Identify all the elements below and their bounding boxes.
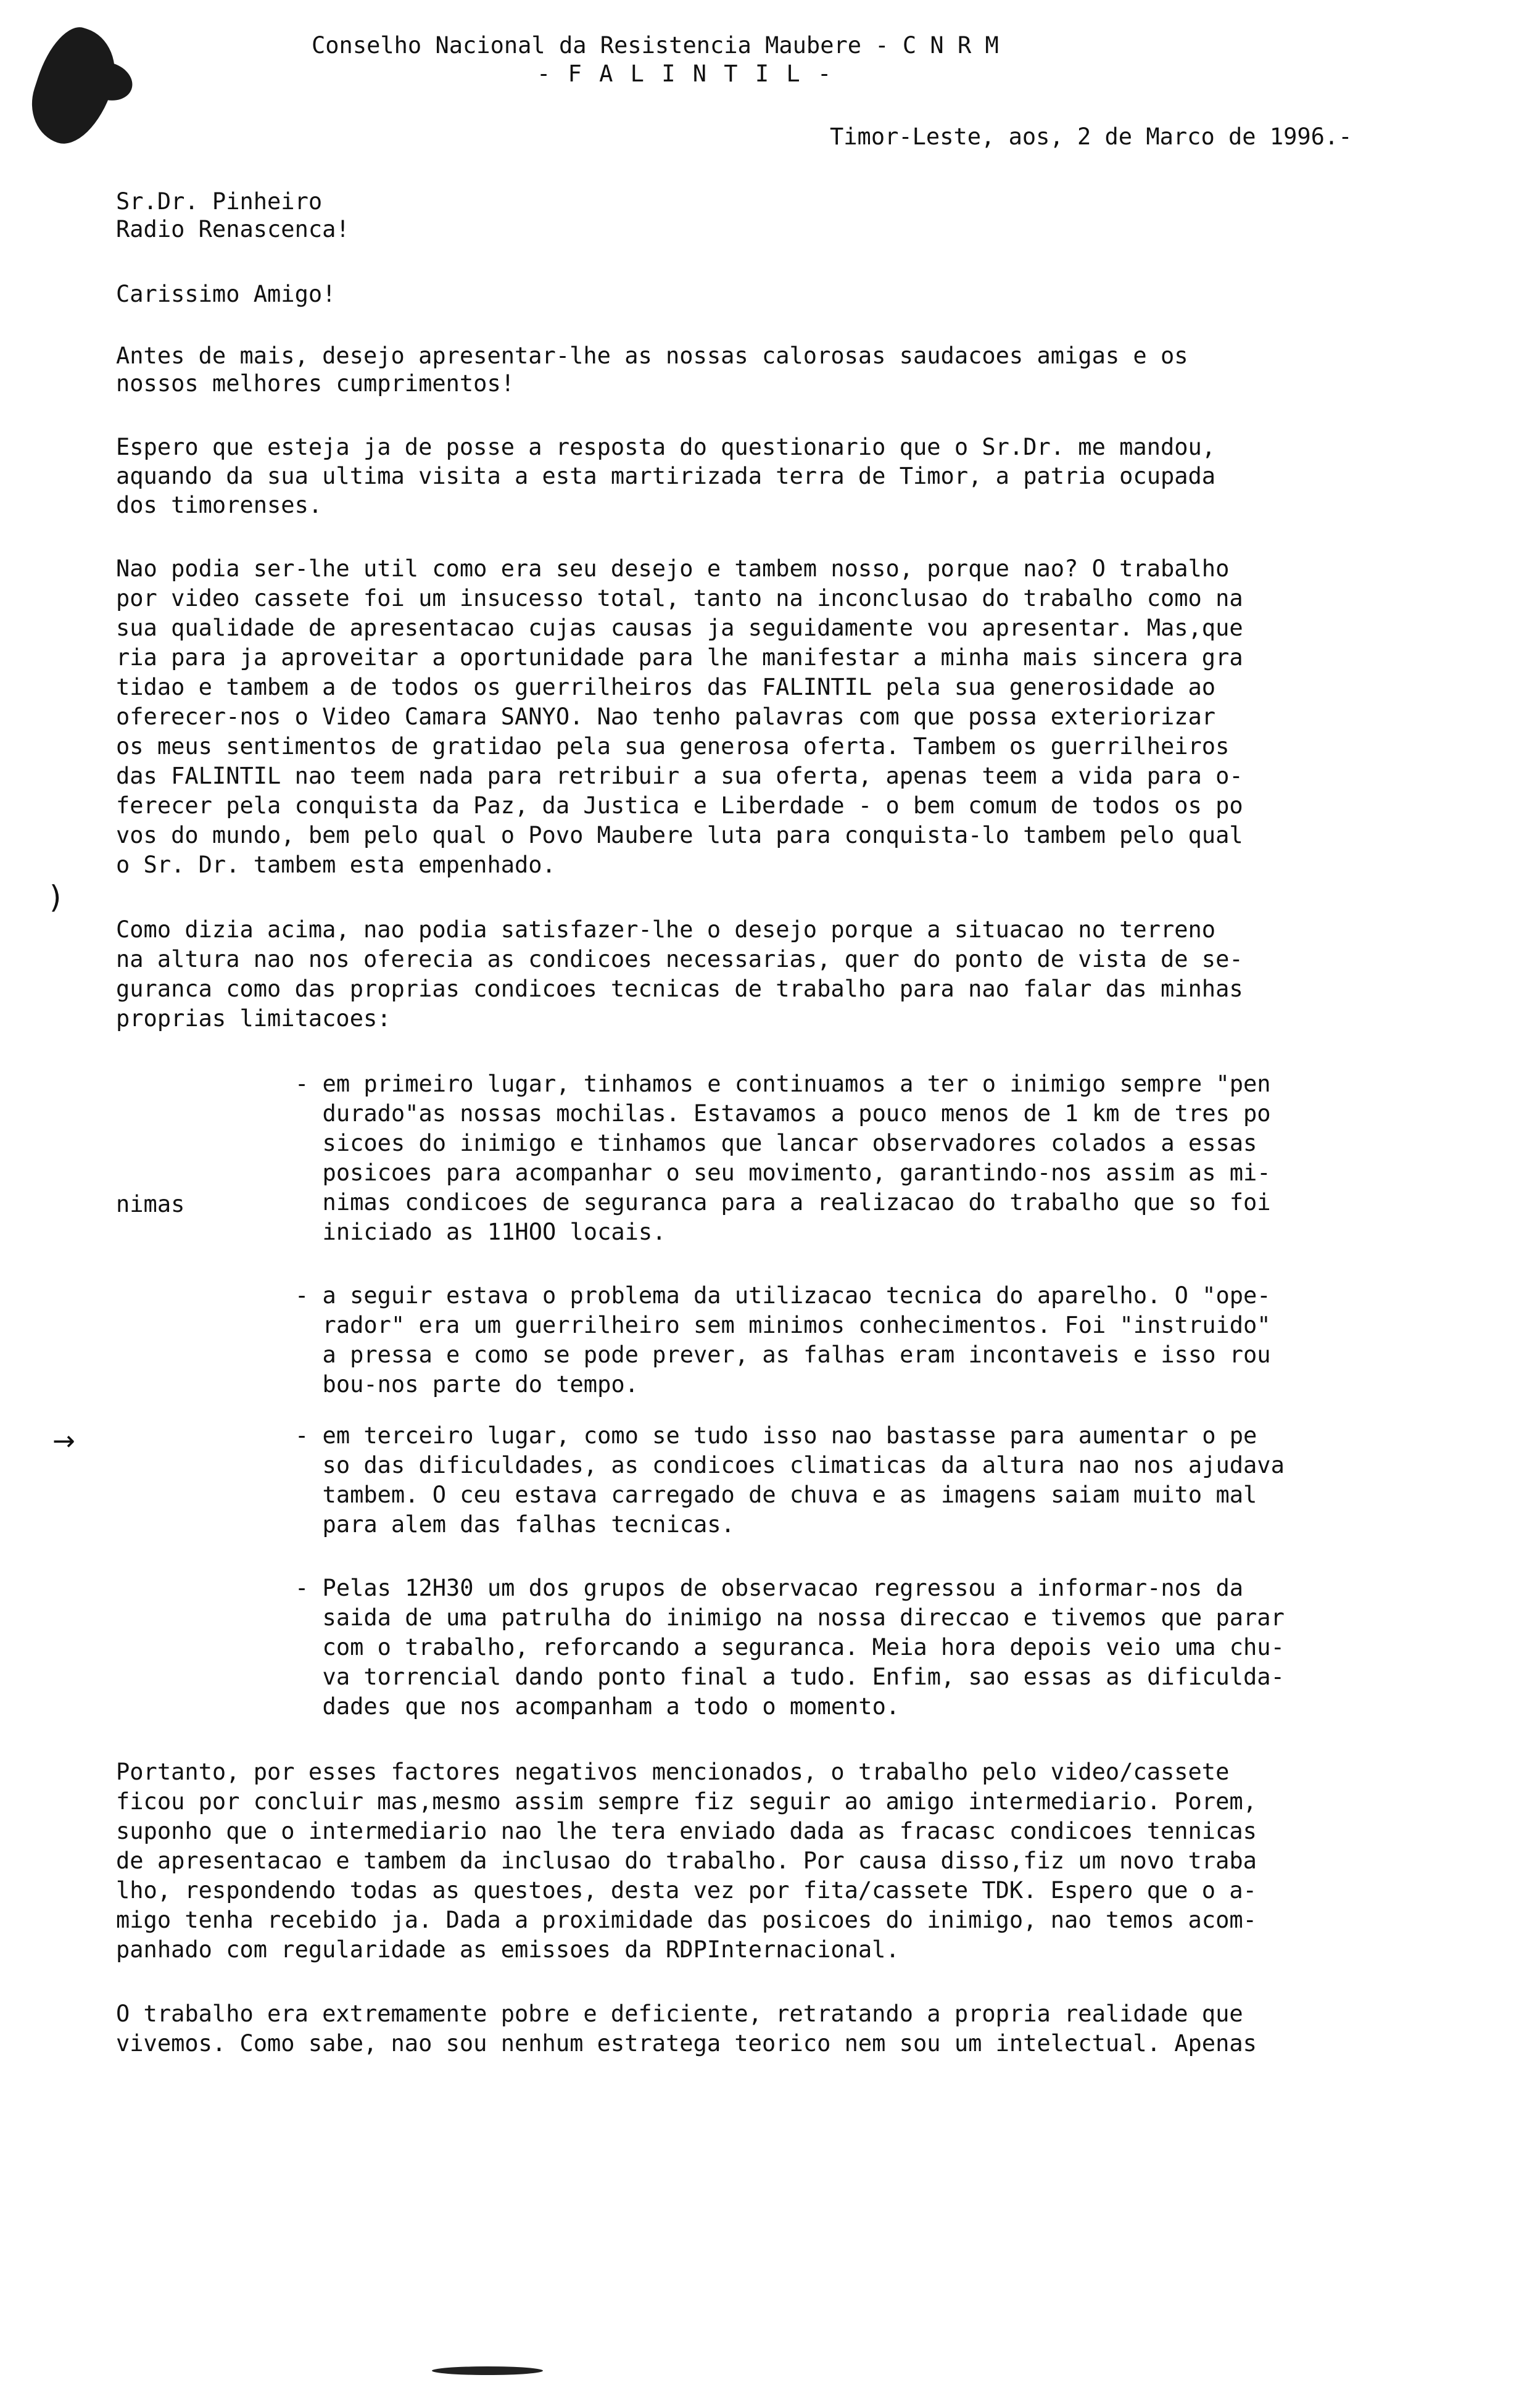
recipient-organization: Radio Renascenca! xyxy=(116,216,350,243)
paragraph-6-line: vivemos. Como sabe, nao sou nenhum estratega teorico nem sou um intelectual. Apenas xyxy=(116,2030,1257,2057)
bullet-3-line: tambem. O ceu estava carregado de chuva e as imagens saiam muito mal xyxy=(295,1482,1257,1508)
bullet-2-line: - a seguir estava o problema da utilizacao tecnica do aparelho. O "ope- xyxy=(295,1282,1271,1309)
bullet-3-line: so das dificuldades, as condicoes climaticas da altura nao nos ajudava xyxy=(295,1452,1285,1478)
paragraph-6-line: O trabalho era extremamente pobre e deficiente, retratando a propria realidade que xyxy=(116,2000,1243,2027)
paragraph-2-line: aquando da sua ultima visita a esta martirizada terra de Timor, a patria ocupada xyxy=(116,463,1216,489)
bullet-3-line: - em terceiro lugar, como se tudo isso nao bastasse para aumentar o pe xyxy=(295,1422,1257,1449)
paragraph-5-line: lho, respondendo todas as questoes, desta vez por fita/cassete TDK. Espero que o a- xyxy=(116,1877,1257,1904)
paragraph-5-line: ficou por concluir mas,mesmo assim sempre fiz seguir ao amigo intermediario. Porem, xyxy=(116,1788,1257,1815)
paragraph-3-line: os meus sentimentos de gratidao pela sua generosa oferta. Tambem os guerrilheiros xyxy=(116,733,1230,760)
organization-subtitle: - F A L I N T I L - xyxy=(537,60,834,87)
bullet-1-line: sicoes do inimigo e tinhamos que lancar observadores colados a essas xyxy=(295,1130,1257,1156)
margin-hook-mark: ) xyxy=(49,879,62,915)
bullet-3-line: para alem das falhas tecnicas. xyxy=(295,1511,735,1538)
paragraph-1-line: Antes de mais, desejo apresentar-lhe as nossas calorosas saudacoes amigas e os xyxy=(116,342,1188,369)
paragraph-5-line: suponho que o intermediario nao lhe tera enviado dada as fracasc condicoes tennicas xyxy=(116,1818,1257,1844)
paragraph-3-line: Nao podia ser-lhe util como era seu desejo e tambem nosso, porque nao? O trabalho xyxy=(116,555,1230,582)
bullet-1-line: iniciado as 11HOO locais. xyxy=(295,1219,666,1245)
bullet-4-line: saida de uma patrulha do inimigo na nossa direccao e tivemos que parar xyxy=(295,1604,1285,1631)
paragraph-3-line: ferecer pela conquista da Paz, da Justica e Liberdade - o bem comum de todos os po xyxy=(116,792,1243,819)
bullet-4-line: - Pelas 12H30 um dos grupos de observacao regressou a informar-nos da xyxy=(295,1575,1244,1601)
margin-note: nimas xyxy=(116,1191,185,1217)
paragraph-3-line: sua qualidade de apresentacao cujas causas ja seguidamente vou apresentar. Mas,que xyxy=(116,615,1243,641)
paragraph-4-line: guranca como das proprias condicoes tecnicas de trabalho para nao falar das minhas xyxy=(116,976,1243,1002)
bullet-4-line: dades que nos acompanham a todo o momento. xyxy=(295,1693,900,1720)
bullet-4-line: va torrencial dando ponto final a tudo. Enfim, sao essas as dificulda- xyxy=(295,1664,1285,1690)
paragraph-2-line: dos timorenses. xyxy=(116,492,323,518)
bullet-1-line: nimas condicoes de seguranca para a realizacao do trabalho que so foi xyxy=(295,1189,1271,1216)
paragraph-5-line: panhado com regularidade as emissoes da RDPInternacional. xyxy=(116,1936,900,1963)
paragraph-4-line: na altura nao nos oferecia as condicoes necessarias, quer do ponto de vista de se- xyxy=(116,946,1243,972)
bullet-1-line: durado"as nossas mochilas. Estavamos a pouco menos de 1 km de tres po xyxy=(295,1100,1271,1127)
paragraph-3-line: oferecer-nos o Video Camara SANYO. Nao tenho palavras com que possa exteriorizar xyxy=(116,703,1216,730)
bullet-2-line: bou-nos parte do tempo. xyxy=(295,1371,639,1398)
bullet-4-line: com o trabalho, reforcando a seguranca. Meia hora depois veio uma chu- xyxy=(295,1634,1285,1660)
paragraph-2-line: Espero que esteja ja de posse a resposta do questionario que o Sr.Dr. me mandou, xyxy=(116,434,1216,460)
paragraph-3-line: tidao e tambem a de todos os guerrilheiros das FALINTIL pela sua generosidade ao xyxy=(116,674,1216,700)
ink-smudge-mark xyxy=(432,2366,543,2375)
salutation: Carissimo Amigo! xyxy=(116,281,336,307)
paragraph-4-line: proprias limitacoes: xyxy=(116,1005,391,1032)
paragraph-4-line: Como dizia acima, nao podia satisfazer-lhe o desejo porque a situacao no terreno xyxy=(116,916,1216,943)
margin-arrow-mark: → xyxy=(52,1425,75,1457)
bullet-1-line: posicoes para acompanhar o seu movimento, garantindo-nos assim as mi- xyxy=(295,1159,1271,1186)
bullet-2-line: a pressa e como se pode prever, as falhas eram incontaveis e isso rou xyxy=(295,1341,1271,1368)
paragraph-3-line: por video cassete foi um insucesso total, tanto na inconclusao do trabalho como na xyxy=(116,585,1243,612)
bullet-1-line: - em primeiro lugar, tinhamos e continuamos a ter o inimigo sempre "pen xyxy=(295,1071,1271,1097)
paragraph-3-line: vos do mundo, bem pelo qual o Povo Maubere luta para conquista-lo tambem pelo qual xyxy=(116,822,1243,848)
paragraph-3-line: ria para ja aproveitar a oportunidade para lhe manifestar a minha mais sincera gra xyxy=(116,644,1243,671)
paragraph-5-line: migo tenha recebido ja. Dada a proximidade das posicoes do inimigo, nao temos acom- xyxy=(116,1907,1257,1933)
ink-blot-mark xyxy=(21,19,128,154)
paragraph-3-line: o Sr. Dr. tambem esta empenhado. xyxy=(116,852,556,878)
paragraph-3-line: das FALINTIL nao teem nada para retribuir a sua oferta, apenas teem a vida para o- xyxy=(116,763,1243,789)
letter-date: Timor-Leste, aos, 2 de Marco de 1996.- xyxy=(830,123,1352,150)
recipient-name: Sr.Dr. Pinheiro xyxy=(116,188,323,215)
paragraph-5-line: Portanto, por esses factores negativos mencionados, o trabalho pelo video/cassete xyxy=(116,1759,1230,1785)
bullet-2-line: rador" era um guerrilheiro sem minimos conhecimentos. Foi "instruido" xyxy=(295,1312,1271,1338)
organization-title: Conselho Nacional da Resistencia Maubere - C N R M xyxy=(312,32,999,59)
paragraph-5-line: de apresentacao e tambem da inclusao do trabalho. Por causa disso,fiz um novo traba xyxy=(116,1847,1257,1874)
paragraph-1-line: nossos melhores cumprimentos! xyxy=(116,370,515,397)
